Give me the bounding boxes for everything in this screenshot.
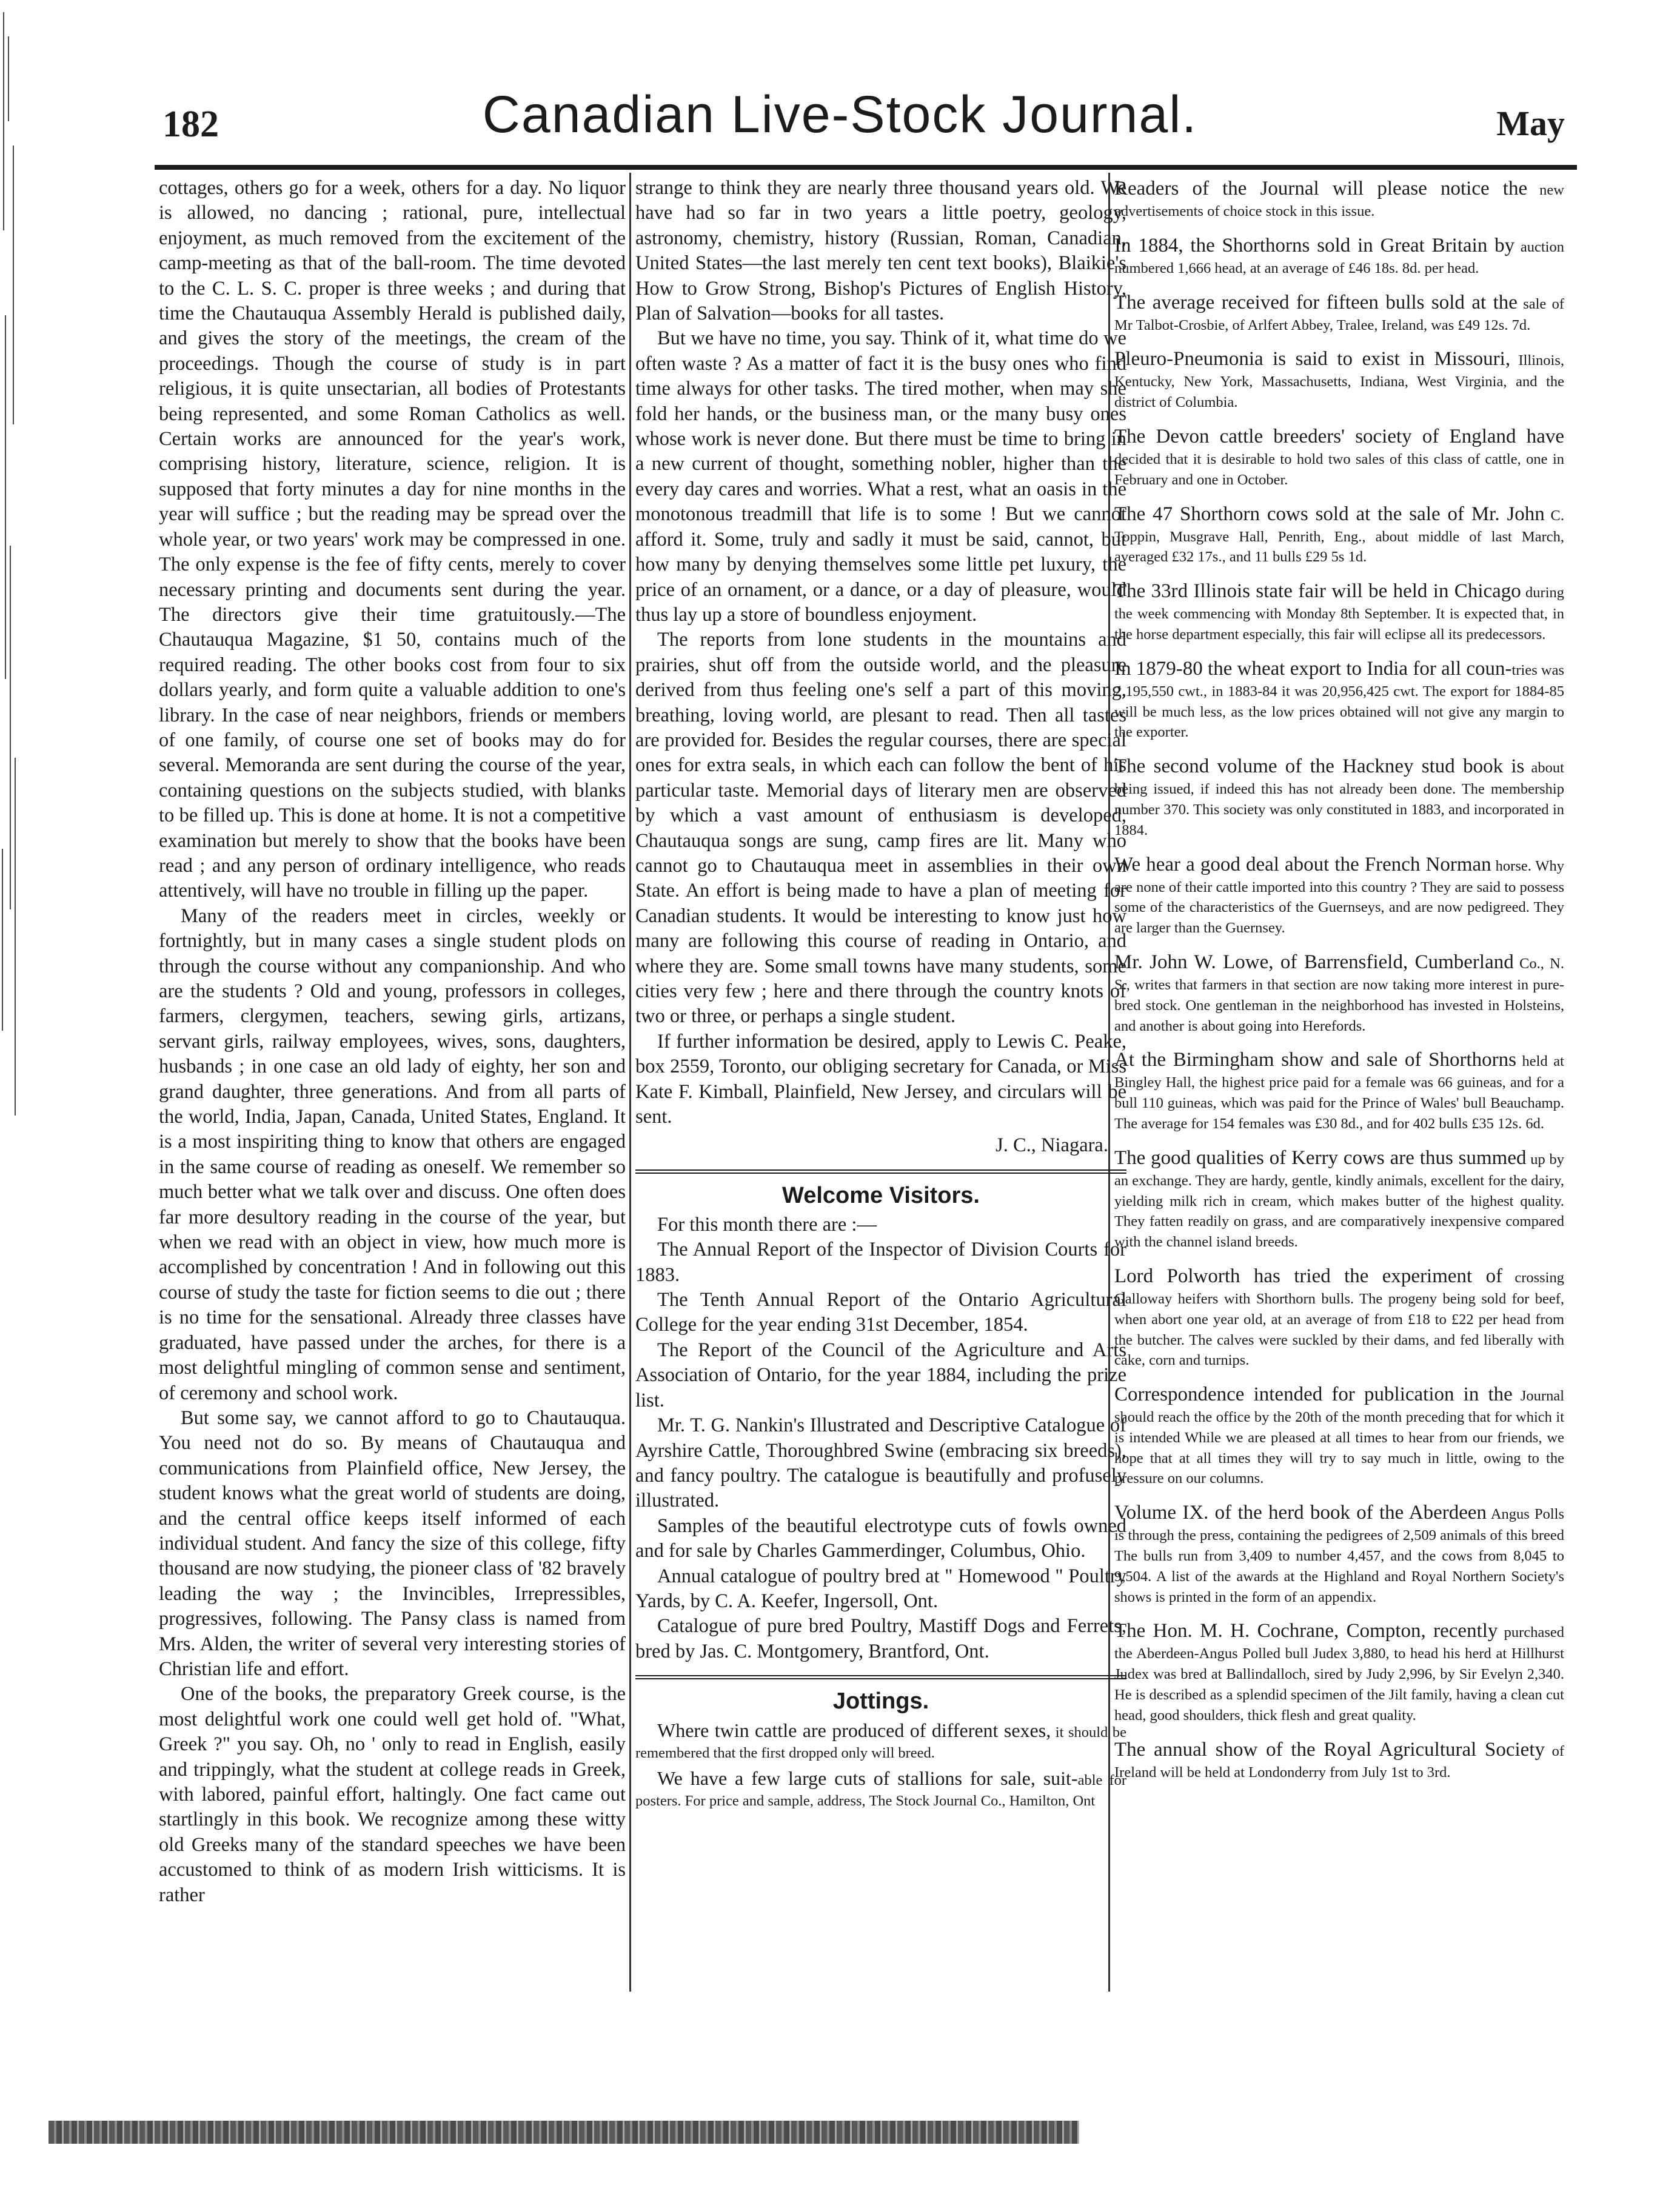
news-body: held at Bingley Hall, the highest price paid for a female was 66 guineas, and for a bull 110 guineas, which was paid for the Prince of Wales' bull Beauchamp. The average for 154 females was £30 8d., and for 402 bulls £35 12s. 6d. bbox=[1114, 1053, 1564, 1132]
article-paragraph: But some say, we cannot afford to go to Chautauqua. You need not do so. By means of Chautauqua and communications from Plainfield office, New Jersey, the student knows what the great world of students are doing, and the central office keeps itself informed of each individual student. And fancy the size of this college, fifty thousand are now studying, the pioneer class of '82 bravely leading the way ; the Invincibles, Irrepressibles, progressives, following. The Pansy class is named from Mrs. Alden, the writer of several very interesting stories of Christian life and effort. bbox=[159, 1407, 626, 1680]
news-lead: In 1884, the Shorthorns sold in Great Britain by bbox=[1114, 234, 1515, 256]
column-one bbox=[159, 176, 626, 2001]
article-paragraph: One of the books, the preparatory Greek course, is the most delightful work one could well get hold of. "What, Greek ?" you say. Oh, no ' only to read in English, easily and trippingly, what the student at college reads in Greek, with labored, painful effort, haltingly. One fact came out startlingly in this book. We recognize among these witty old Greeks many of the standard speeches we have been accustomed to think of as modern Irish witticisms. It is rather bbox=[159, 1683, 626, 1906]
news-lead: The Devon cattle breeders' society of England have bbox=[1114, 425, 1564, 447]
news-item bbox=[1114, 656, 1564, 743]
news-lead: Pleuro-Pneumonia is said to exist in Missouri, bbox=[1114, 348, 1511, 370]
news-lead: At the Birmingham show and sale of Shorthorns bbox=[1114, 1049, 1516, 1071]
welcome-item: Annual catalogue of poultry bred at " Homewood " Poultry Yards, by C. A. Keefer, Ingersoll, Ont. bbox=[635, 1565, 1126, 1612]
news-body: about being issued, if indeed this has not already been done. The membership number 370. This society was only constituted in 1883, and incorporated in 1884. bbox=[1114, 760, 1564, 838]
welcome-item: The Report of the Council of the Agriculture and Arts Association of Ontario, for the year 1884, including the prize list. bbox=[635, 1339, 1126, 1411]
news-item bbox=[1114, 949, 1564, 1036]
article-signature: J. C., Niagara. bbox=[996, 1134, 1108, 1157]
article-paragraph: If further information be desired, apply to Lewis C. Peake, box 2559, Toronto, our obliging secretary for Canada, or Miss Kate F. Kimball, Plainfield, New Jersey, and circulars will be sent. bbox=[635, 1030, 1126, 1128]
news-body: auction numbered 1,666 head, at an average of £46 18s. 8d. per head. bbox=[1114, 238, 1564, 276]
news-lead: Readers of the Journal will please notice the bbox=[1114, 178, 1528, 199]
news-lead: The Hon. M. H. Cochrane, Compton, recently bbox=[1114, 1620, 1498, 1642]
jotting-lead: Where twin cattle are produced of different sexes, bbox=[657, 1719, 1051, 1742]
jottings-heading: Jottings. bbox=[832, 1688, 929, 1715]
news-body: crossing Galloway heifers with Shorthorn bulls. The progeny being sold for beef, when abort one year old, at an average of from £18 to £22 per head from the butcher. The calves were suckled by their dams, and fed liberally with cake, corn and turnips. bbox=[1114, 1269, 1564, 1369]
section-rule bbox=[635, 1169, 1126, 1177]
news-item bbox=[1114, 1263, 1564, 1371]
article-paragraph: cottages, others go for a week, others for a day. No liquor is allowed, no dancing ; rational, pure, intellectual enjoyment, as much removed from the excitement of the camp-meeting as that of the ball-room. The time devoted to the C. L. S. C. proper is three weeks ; and during that time the Chautauqua Assembly Herald is published daily, and gives the story of the meetings, the cream of the proceedings. Though the course of study is in part religious, it is quite unsectarian, all bodies of Protestants being represented, and some Roman Catholics as well. Certain works are announced for the year's work, comprising history, literature, science, religion. It is supposed that forty minutes a day for nine months in the year will suffice ; but the reading may be spread over the whole year, or two years' work may be compressed in one. The only expense is the fee of fifty cents, merely to cover necessary printing and documents sent during the year. The directors give their time gratuitously.—The Chautauqua Magazine, $1 50, contains much of the required reading. The other books cost from four to six dollars yearly, and form quite a valuable addition to one's library. In the case of near neighbors, friends or members of one family, of course one set of books may do for several. Memoranda are sent during the course of the year, containing questions on the subjects studied, with blanks to be filled up. This is done at home. It is not a competitive examination but merely to show that the books have been read ; and any person of ordinary intelligence, who reads attentively, will have no trouble in filling up the paper. bbox=[159, 177, 626, 902]
news-item bbox=[1114, 1382, 1564, 1489]
news-body: decided that it is desirable to hold two sales of this class of cattle, one in February and one in October. bbox=[1114, 450, 1564, 488]
welcome-item: Mr. T. G. Nankin's Illustrated and Descriptive Catalogue of Ayrshire Cattle, Thoroughbred Swine (embracing six breeds), and fancy poultry. The catalogue is beautifully and profusely illustrated. bbox=[635, 1414, 1126, 1512]
welcome-item: For this month there are :— bbox=[657, 1213, 877, 1236]
news-item bbox=[1114, 501, 1564, 568]
column-two bbox=[635, 176, 1126, 2001]
jotting-body: it should be remembered that the first dropped only will breed. bbox=[635, 1724, 1126, 1762]
news-item bbox=[1114, 1500, 1564, 1607]
article-paragraph: The reports from lone students in the mountains and prairies, shut off from the outside world, and the pleasure derived from thus feeling one's self a part of this moving, breathing, loving world, are plesant to read. Then all tastes are provided for. Besides the regular courses, there are special ones for extra seals, in which each can follow the bent of his particular taste. Memorial days of literary men are observed by which a vast amount of enthusiasm is developed, Chautauqua songs are sung, camp fires are lit. Many who cannot go to Chautauqua meet in assemblies in their own State. An effort is being made to have a plan of meeting for Canadian students. It would be interesting to know just how many are following this course of reading in Ontario, and where they are. Some small towns have many students, some cities very few ; here and there through the country knots of two or three, or perhaps a single student. bbox=[635, 629, 1126, 1028]
news-lead: Volume IX. of the herd book of the Aberdeen bbox=[1114, 1502, 1487, 1524]
scan-margin-artifact bbox=[0, 0, 19, 1122]
news-lead: The second volume of the Hackney stud book is bbox=[1114, 755, 1525, 778]
news-item bbox=[1114, 346, 1564, 413]
jotting-body: able for posters. For price and sample, address, The Stock Journal Co., Hamilton, Ont bbox=[635, 1772, 1126, 1810]
news-item bbox=[1114, 233, 1564, 279]
news-lead: In 1879-80 the wheat export to India for all coun- bbox=[1114, 657, 1512, 680]
page-number: 182 bbox=[162, 104, 219, 145]
jotting-item bbox=[635, 1718, 1126, 1764]
news-lead: The good qualities of Kerry cows are thus summed bbox=[1114, 1146, 1527, 1169]
news-body: up by an exchange. They are hardy, gentle, kindly animals, excellent for the dairy, yielding milk rich in cream, which makes butter of the highest quality. They fatten readily on grass, and are comparatively inexpensive compared with the channel island breeds. bbox=[1114, 1151, 1564, 1251]
news-lead: The annual show of the Royal Agricultural Society bbox=[1114, 1738, 1545, 1761]
jotting-lead: We have a few large cuts of stallions for sale, suit- bbox=[657, 1767, 1078, 1790]
header-rule bbox=[155, 165, 1577, 170]
news-lead: Lord Polworth has tried the experiment of bbox=[1114, 1265, 1503, 1287]
news-item bbox=[1114, 754, 1564, 840]
welcome-item: Catalogue of pure bred Poultry, Mastiff Dogs and Ferrets, bred by Jas. C. Montgomery, Brantford, Ont. bbox=[635, 1615, 1126, 1662]
scan-bottom-artifact bbox=[49, 2121, 1079, 2144]
jotting-item bbox=[635, 1766, 1126, 1812]
article-paragraph: Many of the readers meet in circles, weekly or fortnightly, but in many cases a single student plods on through the course without any companionship. And who are the students ? Old and young, professors in colleges, farmers, clergymen, teachers, sewing girls, artizans, servant girls, railway employees, wives, sons, daughters, husbands ; in one case an old lady of eighty, her son and grand daughter, three generations. And from all parts of the world, India, Japan, Canada, United States, England. It is a most inspiriting thing to know that others are engaged in the same course of reading as oneself. We remember so much better what we talk over and discuss. One often does far more desultory reading in the course of the year, but when we read with an object in view, how much more is accomplished by concentration ! And in following out this course of study the taste for fiction seems to die out ; there is no time for the sensational. Already three classes have graduated, have passed under the arches, for there is a most delightful mingling of common sense and sentiment, of ceremony and school work. bbox=[159, 905, 626, 1404]
welcome-visitors-heading: Welcome Visitors. bbox=[782, 1182, 980, 1208]
article-paragraph: strange to think they are nearly three thousand years old. We have had so far in two years a little poetry, geology, astronomy, chemistry, history (Russian, Roman, Canadian, United States—the last merely ten cent text books), Blaikie's How to Grow Strong, Bishop's Pictures of English History, Plan of Salvation—books for all tastes. bbox=[635, 177, 1126, 325]
news-item bbox=[1114, 1047, 1564, 1134]
issue-month: May bbox=[1496, 104, 1565, 143]
news-lead: The 33rd Illinois state fair will be held in Chicago bbox=[1114, 580, 1521, 603]
column-divider bbox=[629, 173, 631, 1992]
news-lead: We hear a good deal about the French Norman bbox=[1114, 853, 1491, 875]
news-body: Angus Polls is through the press, containing the pedigrees of 2,509 animals of this breed The bulls run from 3,409 to number 4,457, and the cows from 8,045 to 9,504. A list of the awards at the Highland and Royal Northern Society's shows is printed in the form of an appendix. bbox=[1114, 1506, 1564, 1605]
article-paragraph: But we have no time, you say. Think of it, what time do we often waste ? As a matter of fact it is the busy ones who find time always for other tasks. The tired mother, when may she fold her hands, or the business man, or the many busy ones whose work is never done. But there must be time to bring in a new current of thought, something nobler, higher than the every day cares and worries. What a rest, what an oasis in the monotonous treadmill that life is to some ! But we cannot afford it. Some, truly and sadly it must be said, cannot, but how many by denying themselves some little pet luxury, the price of an ornament, or a dance, or a day of pleasure, would thus lay up a store of boundless enjoyment. bbox=[635, 327, 1126, 626]
welcome-item: The Annual Report of the Inspector of Division Courts for 1883. bbox=[635, 1239, 1126, 1286]
news-body: during the week commencing with Monday 8th September. It is expected that, in the horse department especially, this fair will eclipse all its predecessors. bbox=[1114, 584, 1564, 643]
news-item bbox=[1114, 1145, 1564, 1253]
news-body: Co., N. S., writes that farmers in that section are now taking more interest in pure-bred stock. One gentleman in the neighborhood has invested in Holsteins, and another is about going into Herefords. bbox=[1114, 955, 1564, 1034]
news-item bbox=[1114, 852, 1564, 938]
news-body: tries was 2,195,550 cwt., in 1883-84 it was 20,956,425 cwt. The export for 1884-85 will be much less, as the low prices obtained will not give any margin to the exporter. bbox=[1114, 661, 1564, 741]
news-lead: The average received for fifteen bulls sold at the bbox=[1114, 291, 1518, 313]
news-body: purchased the Aberdeen-Angus Polled bull Judex 3,880, to head his herd at Hillhurst Judex was bred at Ballindalloch, sired by Judy 2,996, by Sir Evelyn 2,340. He is described as a splendid specimen of the Jilt family, having a clean cut head, good shoulders, thick flesh and great quality. bbox=[1114, 1624, 1564, 1724]
news-body: sale of Mr Talbot-Crosbie, of Arlfert Abbey, Tralee, Ireland, was £49 12s. 7d. bbox=[1114, 295, 1564, 333]
news-body: of Ireland will be held at Londonderry from July 1st to 3rd. bbox=[1114, 1742, 1564, 1781]
welcome-item: The Tenth Annual Report of the Ontario Agricultural College for the year ending 31st December, 1854. bbox=[635, 1289, 1126, 1336]
news-item bbox=[1114, 1737, 1564, 1783]
news-body: horse. Why are none of their cattle imported into this country ? They are said to possess some of the characteristics of the Guernseys, and are now pedigreed. They are larger than the Guernsey. bbox=[1114, 857, 1564, 937]
news-item bbox=[1114, 290, 1564, 336]
news-body: Illinois, Kentucky, New York, Massachusetts, Indiana, West Virginia, and the district of Columbia. bbox=[1114, 352, 1564, 411]
news-body: new advertisements of choice stock in this issue. bbox=[1114, 182, 1564, 219]
welcome-item: Samples of the beautiful electrotype cuts of fowls owned and for sale by Charles Gammerdinger, Columbus, Ohio. bbox=[635, 1514, 1126, 1562]
news-body: Journal should reach the office by the 20th of the month preceding that for which it is intended While we are pleased at all times to hear from our friends, we hope that at all times they will try to say much in little, owing to the pressure on our columns. bbox=[1114, 1388, 1564, 1487]
news-item bbox=[1114, 176, 1564, 222]
news-item bbox=[1114, 1618, 1564, 1725]
news-item bbox=[1114, 578, 1564, 645]
news-body: C. Toppin, Musgrave Hall, Penrith, Eng., about middle of last March, averaged £32 17s., and 11 bulls £29 5s 1d. bbox=[1114, 507, 1564, 566]
news-lead: Mr. John W. Lowe, of Barrensfield, Cumberland bbox=[1114, 951, 1514, 973]
news-item bbox=[1114, 424, 1564, 490]
news-lead: Correspondence intended for publication in the bbox=[1114, 1383, 1513, 1406]
journal-title: Canadian Live-Stock Journal. bbox=[482, 85, 1198, 144]
news-lead: The 47 Shorthorn cows sold at the sale of Mr. John bbox=[1114, 503, 1545, 525]
section-rule bbox=[635, 1675, 1126, 1683]
column-three-notes bbox=[1114, 176, 1564, 2001]
